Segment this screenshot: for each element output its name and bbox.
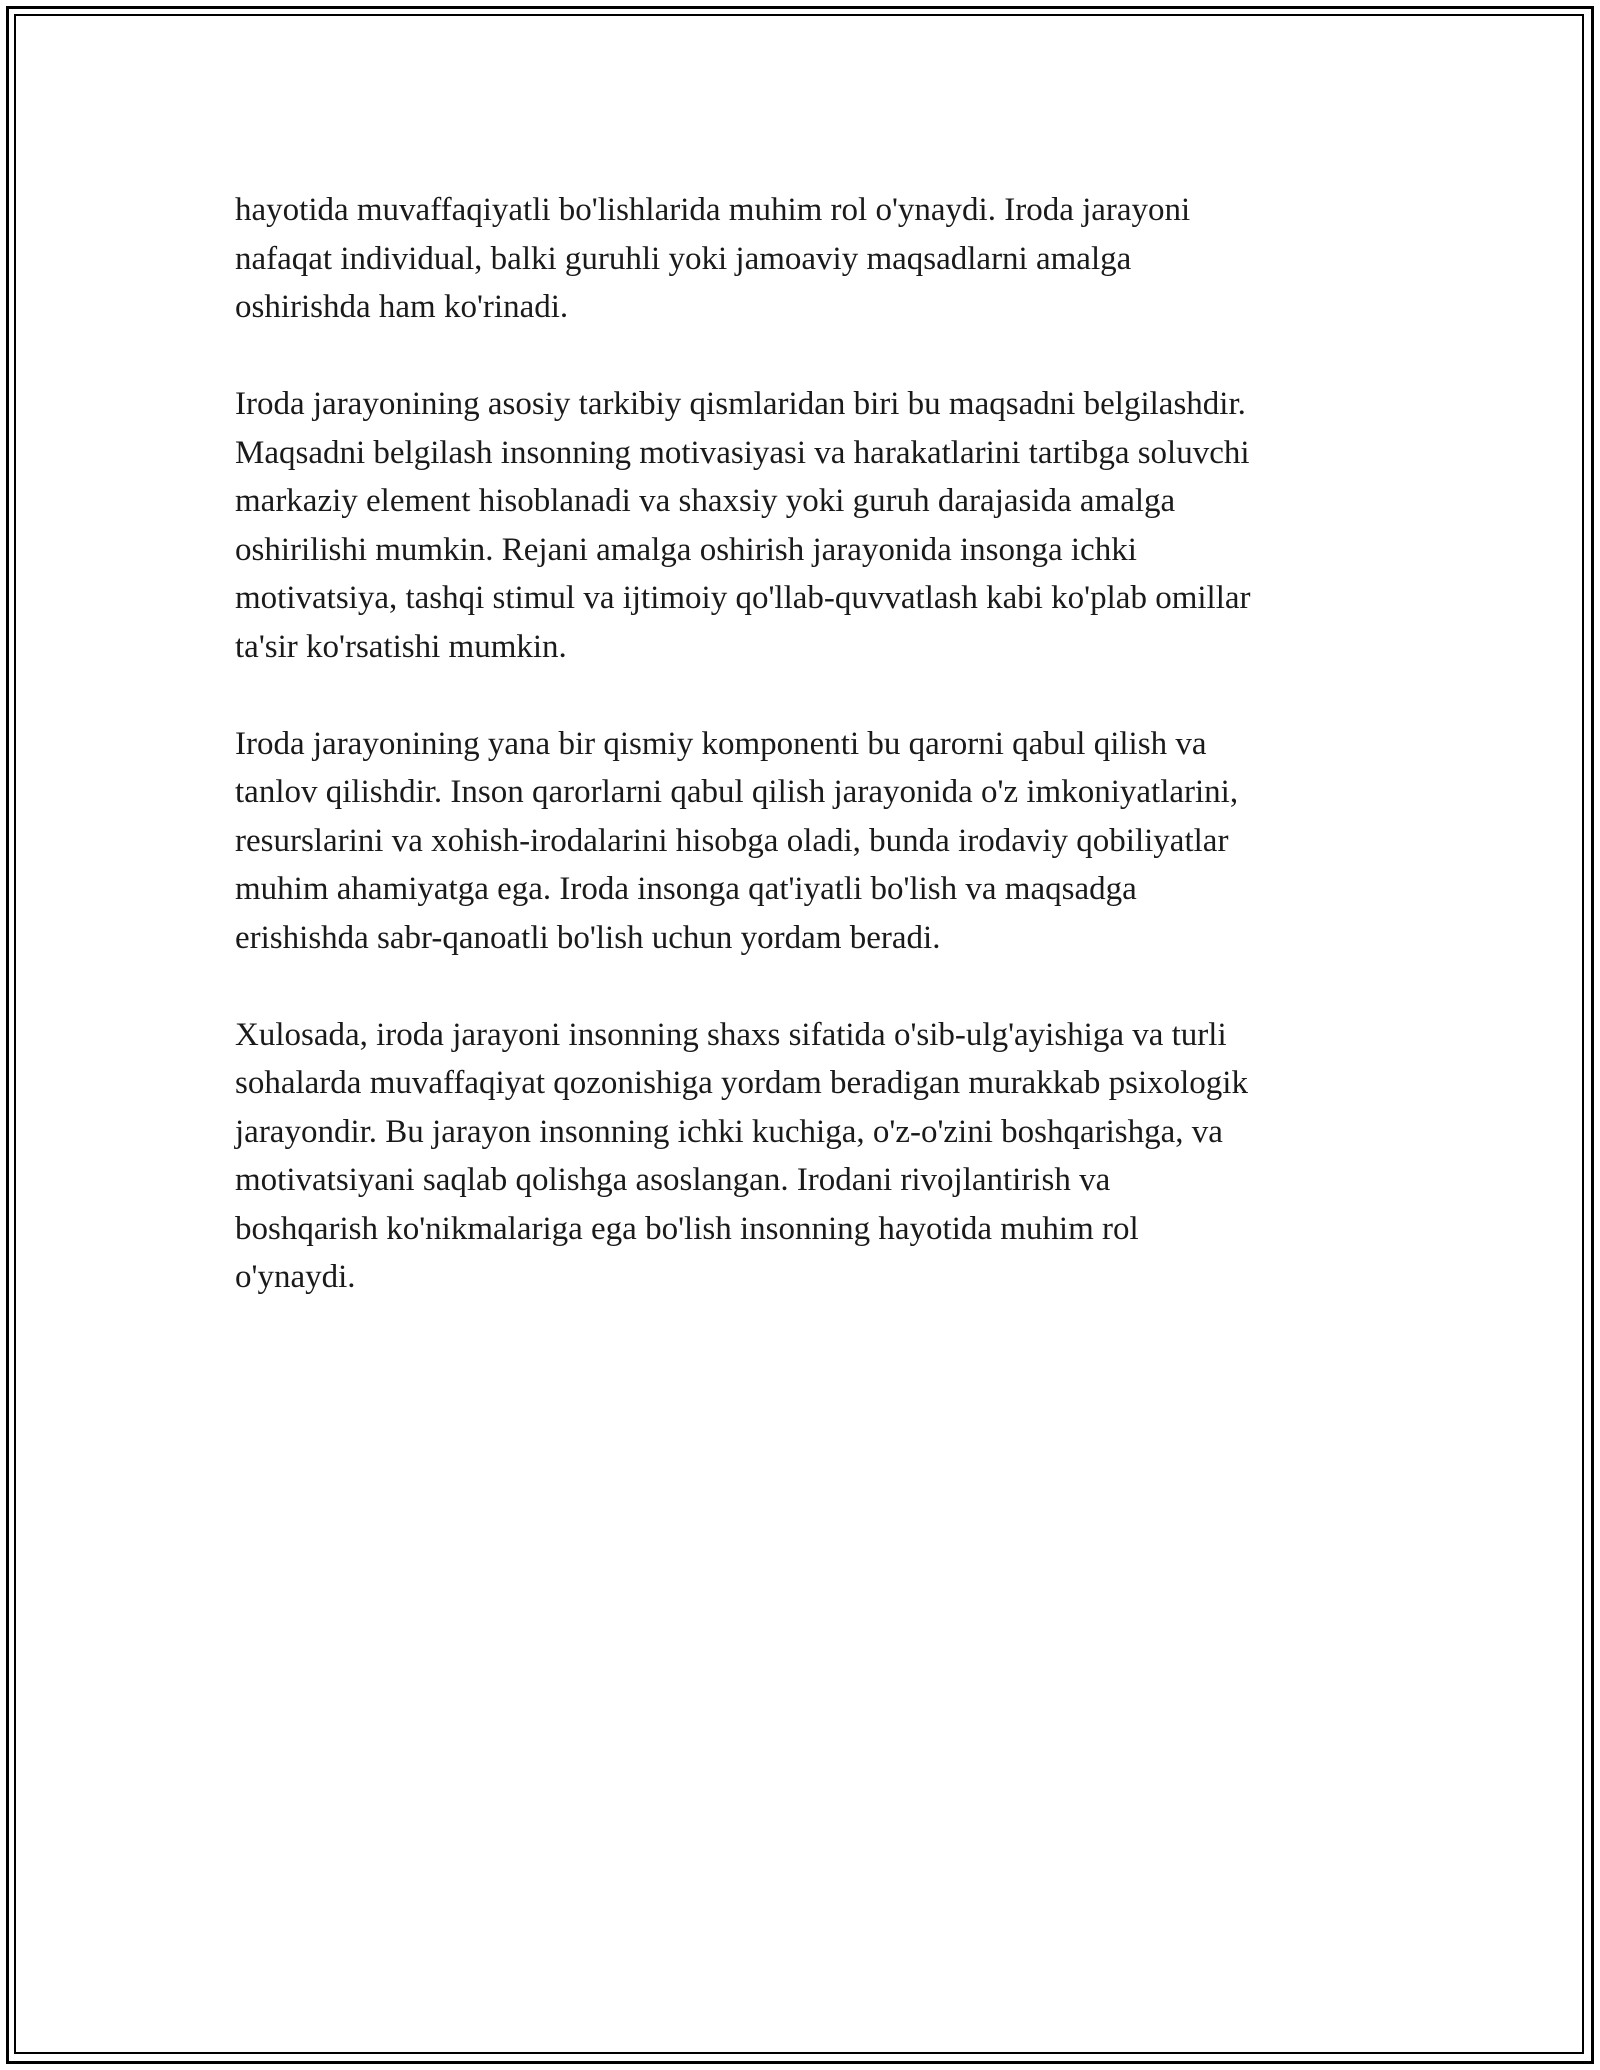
- text-line: o'ynaydi.: [235, 1259, 356, 1295]
- text-line: sohalarda muvaffaqiyat qozonishiga yordam beradigan murakkab psixologik: [235, 1065, 1248, 1101]
- text-line: Xulosada, iroda jarayoni insonning shaxs sifatida o'sib-ulg'ayishiga va turli: [235, 1016, 1227, 1053]
- text-line: Iroda jarayonining asosiy tarkibiy qismlaridan biri bu maqsadni belgilashdir.: [235, 386, 1246, 422]
- paragraph-4: [235, 1011, 1375, 1302]
- text-line: Maqsadni belgilash insonning motivasiyasi va harakatlarini tartibga soluvchi: [235, 434, 1250, 471]
- text-line: tanlov qilishdir. Inson qarorlarni qabul qilish jarayonida o'z imkoniyatlarini,: [235, 774, 1239, 810]
- paragraph-2: [235, 380, 1375, 671]
- text-line: markaziy element hisoblanadi va shaxsiy yoki guruh darajasida amalga: [235, 483, 1176, 519]
- text-line: ta'sir ko'rsatishi mumkin.: [235, 628, 567, 665]
- text-line: hayotida muvaffaqiyatli bo'lishlarida muhim rol o'ynaydi. Iroda jarayoni: [235, 192, 1191, 228]
- text-line: muhim ahamiyatga ega. Iroda insonga qat'iyatli bo'lish va maqsadga: [235, 871, 1137, 907]
- text-line: nafaqat individual, balki guruhli yoki jamoaviy maqsadlarni amalga: [235, 240, 1132, 277]
- text-line: motivatsiya, tashqi stimul va ijtimoiy qo'llab-quvvatlash kabi ko'plab omillar: [235, 580, 1251, 616]
- text-line: Iroda jarayonining yana bir qismiy komponenti bu qarorni qabul qilish va: [235, 725, 1207, 762]
- text-line: motivatsiyani saqlab qolishga asoslangan. Irodani rivojlantirish va: [235, 1162, 1111, 1198]
- text-line: erishishda sabr-qanoatli bo'lish uchun yordam beradi.: [235, 919, 941, 956]
- text-line: oshirilishi mumkin. Rejani amalga oshirish jarayonida insonga ichki: [235, 531, 1137, 568]
- document-body: [235, 186, 1375, 1350]
- paragraph-3: [235, 720, 1375, 963]
- paragraph-1: [235, 186, 1375, 332]
- text-line: resurslarini va xohish-irodalarini hisobga oladi, bunda irodaviy qobiliyatlar: [235, 822, 1229, 859]
- text-line: oshirishda ham ko'rinadi.: [235, 289, 569, 325]
- text-line: jarayondir. Bu jarayon insonning ichki kuchiga, o'z-o'zini boshqarishga, va: [235, 1113, 1223, 1150]
- text-line: boshqarish ko'nikmalariga ega bo'lish insonning hayotida muhim rol: [235, 1210, 1139, 1247]
